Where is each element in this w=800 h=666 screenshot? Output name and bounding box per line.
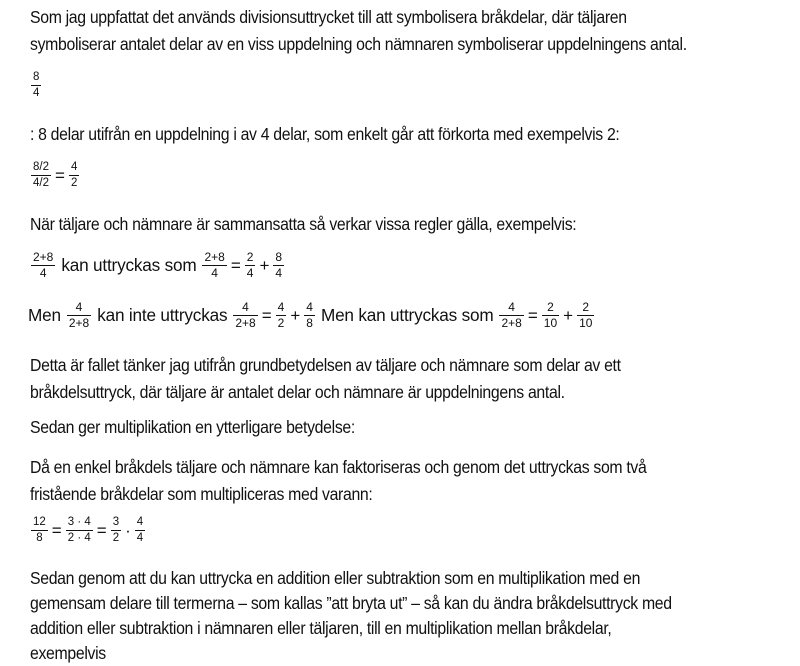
fraction (66, 515, 93, 546)
equation-factorization (30, 515, 146, 546)
equation-text: kan uttryckas som (61, 255, 197, 275)
equation-8-over-4 (30, 70, 42, 101)
fraction (31, 515, 48, 546)
fraction-denominator: 2+8 (501, 316, 522, 330)
plus-sign: + (259, 255, 270, 275)
math-operator: = (51, 520, 62, 540)
fraction-numerator: 12 (33, 516, 46, 528)
equation-denominator-split (28, 300, 595, 331)
paragraph-rules: När täljare och nämnare är sammansatta så verkar vissa regler gälla, exempelvis: (30, 214, 577, 234)
fraction-denominator: 4 (211, 266, 218, 280)
fraction (273, 250, 284, 281)
paragraph-reasoning-line2: bråkdelsuttryck, där täljare är antalet delar och nämnare är uppdelningens antal. (30, 382, 565, 402)
fraction-denominator: 4 (246, 266, 254, 280)
fraction-denominator: 4 (39, 266, 47, 280)
fraction (542, 300, 559, 331)
fraction (111, 515, 121, 546)
paragraph-intro-line1: Som jag uppfattat det används divisionsuttrycket till att symbolisera bråkdelar, där täljaren (30, 7, 627, 27)
fraction-numerator: 4 (277, 300, 285, 314)
paragraph-factor-out-line4: exempelvis (30, 643, 106, 663)
fraction-denominator: 4 (136, 532, 144, 544)
fraction-denominator: 4 (275, 266, 283, 280)
equation-text: Men kan uttryckas som (320, 305, 494, 325)
paragraph-factorize-line2: fristående bråkdelar som multipliceras med varann: (30, 484, 373, 504)
paragraph-factor-out-line2: gemensam delare till termerna – som kallas ”att bryta ut” – så kan du ändra bråkdelsuttryck med (30, 593, 672, 613)
fraction (31, 250, 55, 281)
fraction (577, 300, 594, 331)
fraction-numerator: 8 (33, 71, 40, 83)
math-operator: = (261, 305, 272, 325)
fraction-denominator: 2+8 (68, 316, 90, 330)
fraction-numerator: 3 · 4 (67, 516, 91, 528)
fraction-denominator: 4/2 (33, 177, 49, 189)
fraction-denominator: 8 (36, 532, 43, 544)
fraction-numerator: 3 (112, 516, 120, 528)
equation-numerator-split (30, 250, 285, 281)
fraction-denominator: 8 (306, 316, 313, 330)
fraction-numerator: 4 (70, 161, 78, 173)
fraction-numerator: 2 (246, 250, 254, 264)
fraction (233, 300, 257, 331)
fraction (499, 300, 523, 331)
fraction-numerator: 4 (508, 300, 515, 314)
math-operator: = (527, 305, 538, 325)
fraction-numerator: 2 (582, 300, 590, 314)
fraction (69, 160, 79, 191)
equation-text: Men (28, 305, 61, 325)
fraction (202, 250, 226, 281)
fraction-numerator: 4 (75, 300, 83, 314)
equation-simplify (30, 160, 80, 191)
fraction (245, 250, 256, 281)
fraction (135, 515, 145, 546)
fraction-denominator: 4 (33, 87, 40, 99)
fraction (31, 70, 41, 101)
fraction-denominator: 2 (277, 316, 285, 330)
fraction-denominator: 10 (579, 316, 593, 330)
fraction-denominator: 2 (112, 532, 120, 544)
paragraph-explanation: : 8 delar utifrån en uppdelning i av 4 delar, som enkelt går att förkorta med exempelvis 2: (30, 124, 620, 144)
fraction (67, 300, 91, 331)
fraction-numerator: 2+8 (204, 250, 225, 264)
equals-sign: = (55, 165, 65, 185)
fraction-numerator: 8 (275, 250, 283, 264)
fraction-numerator: 8/2 (33, 161, 49, 173)
fraction-numerator: 4 (242, 300, 249, 314)
math-operator: · (125, 520, 131, 540)
paragraph-factor-out-line1: Sedan genom att du kan uttrycka en addition eller subtraktion som en multiplikation med en (30, 568, 641, 588)
fraction (31, 160, 51, 191)
fraction-denominator: 10 (543, 316, 558, 330)
math-operator: = (96, 520, 107, 540)
fraction (276, 300, 287, 331)
equals-sign: = (230, 255, 241, 275)
paragraph-multiplication: Sedan ger multiplikation en ytterligare betydelse: (30, 417, 355, 437)
fraction-numerator: 4 (306, 300, 313, 314)
fraction-numerator: 2 (547, 300, 554, 314)
fraction-denominator: 2 · 4 (67, 532, 91, 544)
paragraph-reasoning-line1: Detta är fallet tänker jag utifrån grundbetydelsen av täljare och nämnare som delar av ett (30, 355, 621, 375)
fraction (304, 300, 315, 331)
math-operator: + (290, 305, 301, 325)
paragraph-factorize-line1: Då en enkel bråkdels täljare och nämnare kan faktoriseras och genom det uttryckas som två (30, 457, 647, 477)
fraction-denominator: 2 (70, 177, 78, 189)
equation-text: kan inte uttryckas (97, 305, 228, 325)
math-operator: + (563, 305, 574, 325)
fraction-numerator: 4 (136, 516, 144, 528)
paragraph-intro-line2: symboliserar antalet delar av en viss uppdelning och nämnaren symboliserar uppdelningens antal. (30, 34, 687, 54)
fraction-denominator: 2+8 (235, 316, 256, 330)
paragraph-factor-out-line3: addition eller subtraktion i nämnaren eller täljaren, till en multiplikation mellan bråkdelar, (30, 618, 612, 638)
fraction-numerator: 2+8 (33, 250, 54, 264)
